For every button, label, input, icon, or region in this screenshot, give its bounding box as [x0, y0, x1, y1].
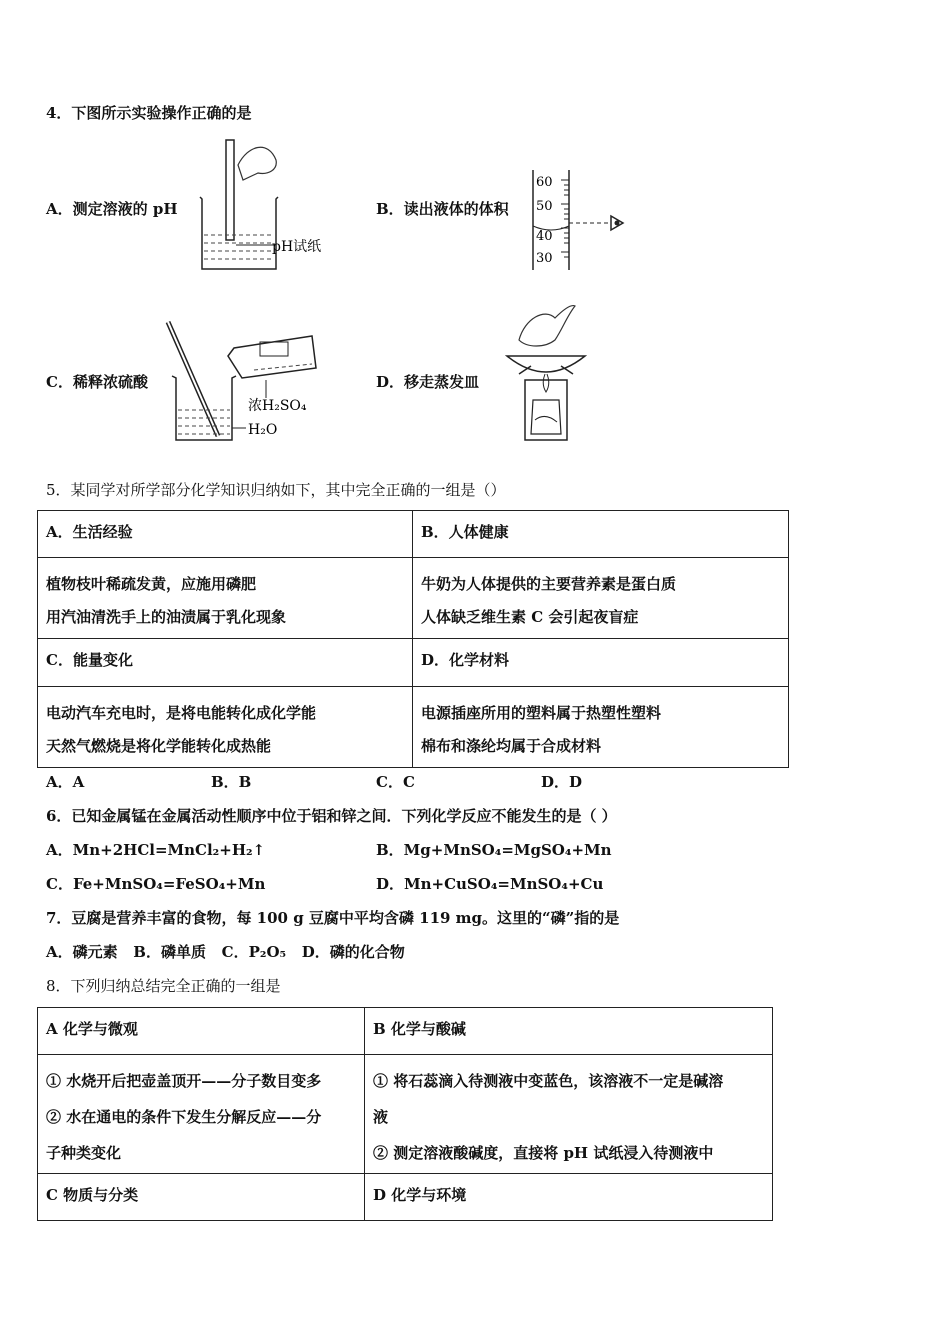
q5-choice-a: A．A: [46, 773, 85, 791]
hand-shape: [519, 306, 575, 346]
q5-cell-b: [413, 558, 789, 639]
q6-stem: 6．已知金属锰在金属活动性顺序中位于铝和锌之间．下列化学反应不能发生的是（ ）: [46, 807, 617, 825]
tick-60: 60: [536, 175, 553, 190]
q8-cell-b-line-1: ① 将石蕊滴入待测液中变蓝色，该溶液不一定是碱溶: [373, 1072, 724, 1090]
q6-choice-a: A．Mn+2HCl=MnCl₂+H₂↑: [46, 841, 266, 859]
q4-option-a: A．测定溶液的 pH: [46, 200, 178, 218]
evaporating-dish-figure: [505, 300, 595, 448]
tick-50: 50: [536, 199, 553, 214]
q5-head-b: B．人体健康: [413, 511, 789, 558]
q7-choices: A．磷元素 B．磷单质 C．P₂O₅ D．磷的化合物: [46, 943, 405, 961]
q5-cell-d: [413, 687, 789, 768]
q8-head-c: C 物质与分类: [38, 1174, 365, 1221]
q5-table: [37, 510, 789, 768]
q8-cell-b-line-2: 液: [373, 1108, 389, 1126]
q5-cell-b-line-1: 牛奶为人体提供的主要营养素是蛋白质: [421, 575, 677, 593]
cylinder-figure: [525, 168, 635, 273]
q8-stem: 8．下列归纳总结完全正确的一组是: [46, 977, 281, 995]
q7-stem: 7．豆腐是营养丰富的食物，每 100 g 豆腐中平均含磷 119 mg。这里的“磷”指的是: [46, 909, 620, 927]
q8-head-b: B 化学与酸碱: [365, 1008, 773, 1055]
q4-stem: 4．下图所示实验操作正确的是: [46, 104, 252, 122]
q5-choice-c: C．C: [376, 773, 415, 791]
q6-choice-c: C．Fe+MnSO₄=FeSO₄+Mn: [46, 875, 266, 893]
ph-paper-label: pH试纸: [272, 239, 322, 255]
q6-choice-d: D．Mn+CuSO₄=MnSO₄+Cu: [376, 875, 604, 893]
q5-cell-c-line-2: 天然气燃烧是将化学能转化成热能: [46, 737, 272, 755]
q4-option-d: D．移走蒸发皿: [376, 373, 480, 391]
q8-cell-a-line-1: ① 水烧开后把壶盖顶开——分子数目变多: [46, 1072, 322, 1090]
q8-cell-b: [365, 1055, 773, 1174]
q5-cell-a-line-2: 用汽油清洗手上的油渍属于乳化现象: [46, 608, 287, 626]
q8-head-a: A 化学与微观: [38, 1008, 365, 1055]
conc-h2so4-label: 浓H₂SO₄: [248, 398, 307, 414]
q4-option-b: B．读出液体的体积: [376, 200, 509, 218]
q5-cell-a-line-1: 植物枝叶稀疏发黄，应施用磷肥: [46, 575, 257, 593]
tick-30: 30: [536, 251, 553, 266]
q5-choice-b: B．B: [211, 773, 252, 791]
q5-head-c: C．能量变化: [38, 639, 413, 687]
hand-shape: [238, 147, 276, 180]
dilute-acid-figure: [162, 318, 322, 446]
test-strip: [226, 140, 234, 240]
q5-cell-c: [38, 687, 413, 768]
q8-table: [37, 1007, 773, 1221]
q5-stem: 5．某同学对所学部分化学知识归纳如下，其中完全正确的一组是（）: [46, 481, 506, 499]
q5-cell-d-line-1: 电源插座所用的塑料属于热塑性塑料: [421, 704, 662, 722]
beaker: [200, 197, 278, 269]
q5-choice-d: D．D: [541, 773, 583, 791]
ph-test-figure: [188, 135, 338, 275]
evaporating-dish: [507, 356, 585, 372]
q5-cell-b-line-2: 人体缺乏维生素 C 会引起夜盲症: [421, 608, 639, 626]
q8-head-d: D 化学与环境: [365, 1174, 773, 1221]
q4-option-c: C．稀释浓硫酸: [46, 373, 148, 391]
q8-cell-a-line-2: ② 水在通电的条件下发生分解反应——分: [46, 1108, 322, 1126]
q5-head-d: D．化学材料: [413, 639, 789, 687]
q8-cell-a-line-3: 子种类变化: [46, 1144, 122, 1162]
q5-cell-a: [38, 558, 413, 639]
q5-cell-d-line-2: 棉布和涤纶均属于合成材料: [421, 737, 602, 755]
tick-40: 40: [536, 229, 553, 244]
q8-cell-b-line-3: ② 测定溶液酸碱度，直接将 pH 试纸浸入待测液中: [373, 1144, 714, 1162]
q6-choice-b: B．Mg+MnSO₄=MgSO₄+Mn: [376, 841, 612, 859]
q5-cell-c-line-1: 电动汽车充电时，是将电能转化成化学能: [46, 704, 317, 722]
q5-head-a: A．生活经验: [38, 511, 413, 558]
water-label: H₂O: [248, 422, 278, 438]
q8-cell-a: [38, 1055, 365, 1174]
